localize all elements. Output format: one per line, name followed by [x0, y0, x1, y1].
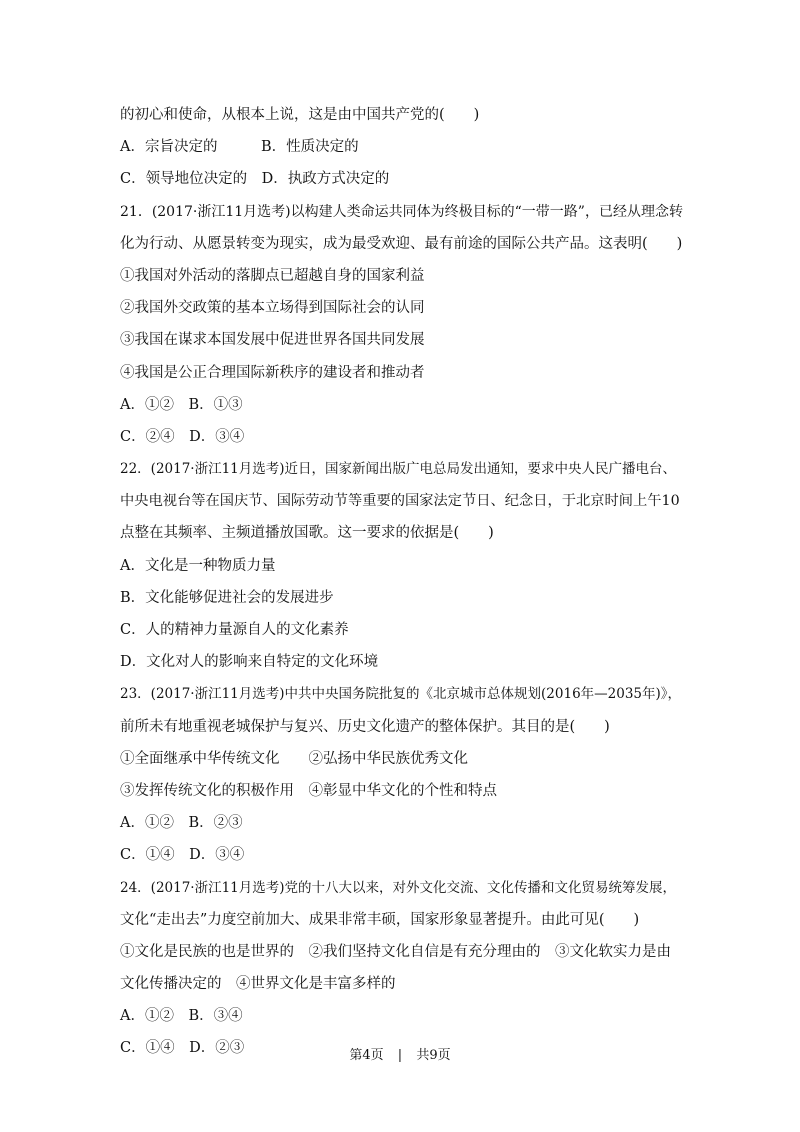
answer-options: A．宗旨决定的 B．性质决定的	[120, 139, 359, 156]
statement-item: ①文化是民族的也是世界的 ②我们坚持文化自信是有充分理由的 ③文化软实力是由	[120, 943, 671, 960]
text-line: 的初心和使命，从根本上说，这是由中国共产党的( )	[120, 107, 480, 123]
page-number: 第4页	[349, 1048, 384, 1063]
question-21-stem: 化为行动、从愿景转变为现实，成为最受欢迎、最有前途的国际公共产品。这表明( )	[120, 235, 683, 252]
question-23-stem: 23．(2017·浙江11月选考)中共中央国务院批复的《北京城市总体规划(2016年—2035年)》，	[120, 686, 682, 703]
answer-options: C．领导地位决定的 D．执政方式决定的	[120, 171, 390, 188]
statement-item: ③我国在谋求本国发展中促进世界各国共同发展	[120, 332, 425, 349]
answer-option: D．文化对人的影响来自特定的文化环境	[120, 654, 379, 671]
answer-options: C．①④ D．③④	[120, 847, 245, 864]
statement-item: ①全面继承中华传统文化 ②弘扬中华民族优秀文化	[120, 750, 468, 767]
statement-item: ②我国外交政策的基本立场得到国际社会的认同	[120, 300, 425, 317]
page-footer	[0, 1044, 800, 1063]
answer-options: A．①② B．①③	[120, 396, 243, 413]
question-22-stem: 点整在其频率、主频道播放国歌。这一要求的依据是( )	[120, 525, 494, 542]
answer-option: B．文化能够促进社会的发展进步	[120, 589, 334, 606]
answer-option: C．人的精神力量源自人的文化素养	[120, 622, 349, 638]
question-22-stem: 22．(2017·浙江11月选考)近日，国家新闻出版广电总局发出通知，要求中央人民广播电台、	[120, 461, 677, 478]
statement-item: 文化传播决定的 ④世界文化是丰富多样的	[120, 976, 396, 993]
question-24-stem: 文化“走出去”力度空前加大、成果非常丰硕，国家形象显著提升。由此可见( )	[120, 911, 640, 928]
statement-item: ③发挥传统文化的积极作用 ④彰显中华文化的个性和特点	[120, 782, 497, 799]
question-23-stem: 前所未有地重视老城保护与复兴、历史文化遗产的整体保护。其目的是( )	[120, 718, 610, 735]
answer-options: A．①② B．②③	[120, 815, 243, 832]
statement-item: ①我国对外活动的落脚点已超越自身的国家利益	[120, 267, 425, 284]
page-total: 共9页	[416, 1048, 451, 1063]
answer-option: A．文化是一种物质力量	[120, 557, 276, 574]
document-body	[120, 99, 685, 1065]
answer-options: C．①④ D．②③	[120, 1040, 245, 1057]
question-22-stem: 中央电视台等在国庆节、国际劳动节等重要的国家法定节日、纪念日，于北京时间上午10	[120, 493, 680, 510]
statement-item: ④我国是公正合理国际新秩序的建设者和推动者	[120, 364, 425, 381]
question-21-stem: 21．(2017·浙江11月选考)以构建人类命运共同体为终极目标的“一带一路”，已经从理念转	[120, 203, 683, 220]
question-24-stem: 24．(2017·浙江11月选考)党的十八大以来，对外文化交流、文化传播和文化贸易统筹发展，	[120, 879, 677, 896]
footer-separator: |	[397, 1048, 403, 1063]
answer-options: A．①② B．③④	[120, 1008, 243, 1025]
answer-options: C．②④ D．③④	[120, 428, 245, 445]
